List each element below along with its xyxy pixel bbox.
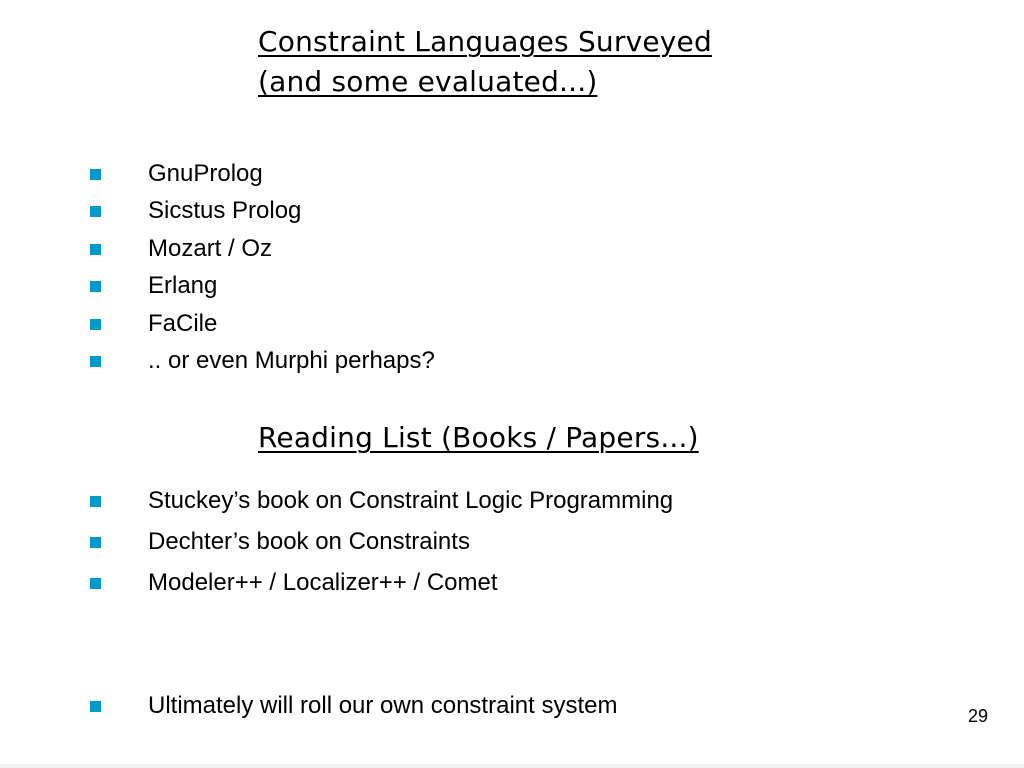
- square-bullet-icon: [90, 206, 101, 217]
- square-bullet-icon: [90, 319, 101, 330]
- square-bullet-icon: [90, 701, 101, 712]
- list-item-label: Erlang: [148, 272, 218, 299]
- list-item-label: Mozart / Oz: [148, 235, 273, 262]
- square-bullet-icon: [90, 356, 101, 367]
- slide-title-line-2: (and some evaluated...): [258, 65, 598, 98]
- slide-title: [258, 22, 712, 102]
- slide-title-line-1: Constraint Languages Surveyed: [258, 25, 712, 58]
- square-bullet-icon: [90, 244, 101, 255]
- list-item-label: Modeler++ / Localizer++ / Comet: [148, 569, 498, 596]
- list-item-label: Sicstus Prolog: [148, 197, 302, 224]
- square-bullet-icon: [90, 169, 101, 180]
- square-bullet-icon: [90, 578, 101, 589]
- list-item-label: GnuProlog: [148, 160, 263, 187]
- list-item-label: .. or even Murphi perhaps?: [148, 347, 435, 374]
- conclusion-label: Ultimately will roll our own constraint system: [148, 692, 618, 719]
- square-bullet-icon: [90, 281, 101, 292]
- square-bullet-icon: [90, 537, 101, 548]
- reading-list-heading: Reading List (Books / Papers...): [258, 421, 699, 454]
- list-item-label: FaCile: [148, 310, 218, 337]
- footer-divider: [0, 764, 1024, 768]
- square-bullet-icon: [90, 496, 101, 507]
- page-number: 29: [967, 706, 988, 726]
- list-item-label: Stuckey’s book on Constraint Logic Programming: [148, 487, 674, 514]
- list-item-label: Dechter’s book on Constraints: [148, 528, 470, 555]
